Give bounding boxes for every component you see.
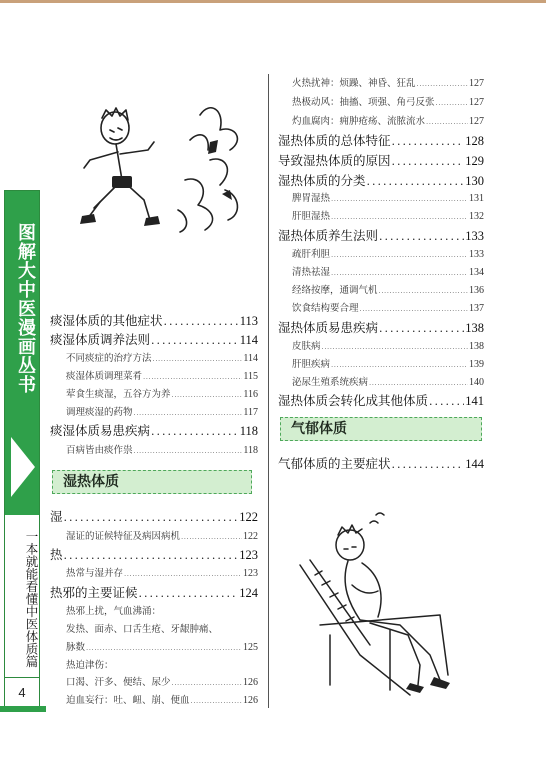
running-man-illustration [60, 90, 260, 240]
toc-entry[interactable]: 湿热体质易患疾病 ..... 138 [278, 318, 484, 336]
toc-text-line: 热邪上扰，气血沸涌： [66, 606, 162, 617]
toc-entry[interactable]: 迫血妄行：吐、衄、崩、便血 ..... 126 [66, 692, 258, 706]
toc-entry[interactable]: 经络按摩，通调气机 ..... 136 [292, 282, 484, 296]
toc-entry[interactable]: 清热祛湿 ..... 134 [292, 264, 484, 278]
bottom-green-bar [0, 706, 46, 712]
toc-entry[interactable]: 热极动风：抽搐、项强、角弓反张 ..... 127 [292, 94, 484, 108]
toc-entry[interactable]: 脉数 ..... 125 [66, 639, 258, 653]
toc-entry[interactable]: 湿热体质的总体特征 ..... 128 [278, 131, 484, 149]
toc-entry[interactable]: 饮食结构要合理 ..... 137 [292, 300, 484, 314]
toc-entry[interactable]: 痰湿体质调理菜肴 ..... 115 [66, 368, 258, 382]
toc-entry[interactable]: 湿热体质的分类 ..... 130 [278, 171, 484, 189]
toc-entry[interactable]: 口渴、汗多、便结、尿少 ..... 126 [66, 674, 258, 688]
toc-entry[interactable]: 百病皆由痰作祟 ..... 118 [66, 442, 258, 456]
toc-entry[interactable]: 泌尿生殖系统疾病 ..... 140 [292, 374, 484, 388]
column-divider [268, 74, 269, 708]
toc-entry[interactable]: 痰湿体质易患疾病 ..... 118 [50, 421, 258, 439]
side-arrow-icon [5, 419, 39, 515]
toc-text-line: 热迫津伤： [66, 660, 114, 671]
toc-entry[interactable]: 痰湿体质的其他症状 ..... 113 [50, 311, 258, 329]
series-title: 图解大中医漫画丛书 [5, 191, 39, 419]
toc-entry[interactable]: 痰湿体质调养法则 ..... 114 [50, 330, 258, 348]
toc-entry[interactable]: 调理痰湿的药物 ..... 117 [66, 404, 258, 418]
toc-entry[interactable]: 湿 ..... 122 [50, 507, 258, 525]
toc-entry[interactable]: 湿证的证候特征及病因病机 ..... 122 [66, 528, 258, 542]
toc-entry[interactable]: 肝胆疾病 ..... 139 [292, 356, 484, 370]
toc-entry[interactable]: 气郁体质的主要症状 ..... 144 [278, 454, 484, 472]
section-heading-damp-heat: 湿热体质 [52, 470, 252, 494]
toc-entry[interactable]: 湿热体质会转化成其他体质 ..... 141 [278, 391, 484, 409]
series-side-tab [4, 190, 40, 708]
toc-entry[interactable]: 脾胃湿热 ..... 131 [292, 190, 484, 204]
series-subtitle: 一本就能看懂中医体质篇 [24, 530, 39, 668]
toc-entry[interactable]: 热常与湿并存 ..... 123 [66, 565, 258, 579]
section-heading-qi-stagnation: 气郁体质 [280, 417, 482, 441]
toc-entry[interactable]: 疏肝利胆 ..... 133 [292, 246, 484, 260]
toc-entry[interactable]: 热 ..... 123 [50, 545, 258, 563]
top-border-rule [0, 0, 546, 3]
toc-entry[interactable]: 荤食生痰湿，五谷方为养 ..... 116 [66, 386, 258, 400]
toc-entry[interactable]: 灼血腐肉：痈肿疮疡、流脓流水 ..... 127 [292, 113, 484, 127]
toc-text-line: 发热、面赤、口舌生疮、牙龈肿痛、 [66, 624, 219, 635]
reclining-man-illustration [290, 505, 470, 705]
toc-entry[interactable]: 导致湿热体质的原因 ..... 129 [278, 151, 484, 169]
toc-entry[interactable]: 不同痰症的治疗方法 ..... 114 [66, 350, 258, 364]
toc-entry[interactable]: 肝胆湿热 ..... 132 [292, 208, 484, 222]
toc-entry[interactable]: 湿热体质养生法则 ..... 133 [278, 226, 484, 244]
toc-entry[interactable]: 皮肤病 ..... 138 [292, 338, 484, 352]
toc-entry[interactable]: 热邪的主要证候 ..... 124 [50, 583, 258, 601]
toc-entry[interactable]: 火热扰神：烦躁、神昏、狂乱 ..... 127 [292, 75, 484, 89]
page-number: 4 [5, 677, 39, 707]
